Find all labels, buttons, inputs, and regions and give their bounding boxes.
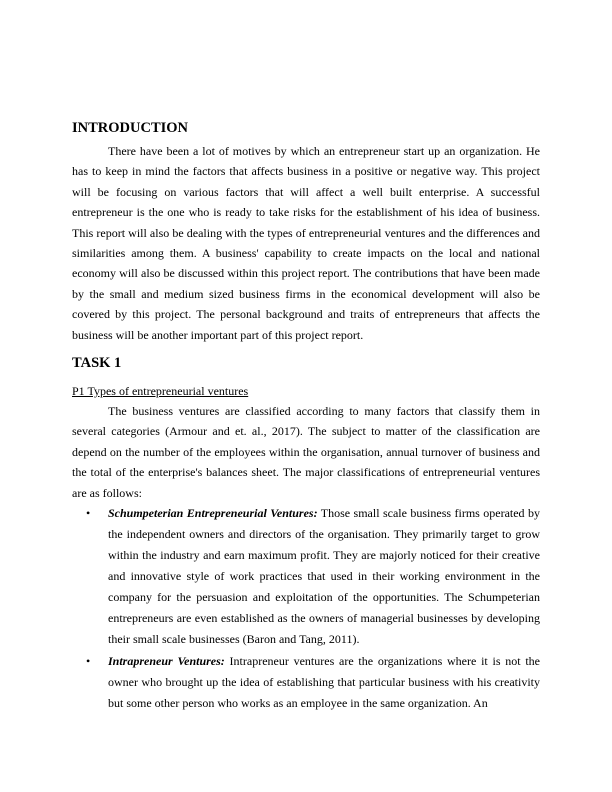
bullet-icon: • [86,506,91,521]
list-item-text: Intrapreneur ventures are the organizations where it is not the owner who brought up the idea of establishing that particular business with his creativity but some other person who works as an employee in the same organization. An [108,654,541,711]
list-item-term: Intrapreneur Ventures: [108,654,225,669]
task1-paragraph: The business ventures are classified according to many factors that classify them in several categories (Armour and et. al., 2017). The subject to matter of the classification are depend on the number of the employees within the organisation, annual turnover of business and the total of the enterprise's balances sheet. The major classifications of entrepreneurial ventures are as follows: [72,404,540,500]
list-item-term: Schumpeterian Entrepreneurial Ventures: [108,506,318,521]
introduction-paragraph: There have been a lot of motives by which an entrepreneur start up an organization. He has to keep in mind the factors that affects business in a positive or negative way. This project will be focusing on various factors that will affect a well built enterprise. A successful entrepreneur is the one who is ready to take risks for the establishment of his idea of business. This report will also be dealing with the types of entrepreneurial ventures and the differences and similarities among them. A business' capability to create impacts on the local and national economy will also be discussed within this project report. The contributions that have been made by the small and medium sized business firms in the economical development will also be covered by this project. The personal background and traits of entrepreneurs that affects the business will be another important part of this project report. [72,144,540,342]
document-page [72,117,540,715]
venture-types-list [72,503,540,714]
task1-heading: TASK 1 [72,355,122,372]
task1-subheading: P1 Types of entrepreneurial ventures [72,384,249,399]
list-item-intrapreneur [72,651,540,714]
list-item-text: Those small scale business firms operated by the independent owners and directors of the organisation. They primarily target to grow within the industry and earn maximum profit. They are majorly noticed for their creative and innovative style of work practices that used in their working environment in the company for the persuasion and exploitation of the opportunities. The Schumpeterian entrepreneurs are even established as the owners of managerial businesses by developing their small scale businesses (Baron and Tang, 2011). [108,506,540,647]
bullet-icon: • [86,654,91,669]
introduction-heading: INTRODUCTION [72,120,189,136]
list-item-schumpeterian [72,503,540,650]
